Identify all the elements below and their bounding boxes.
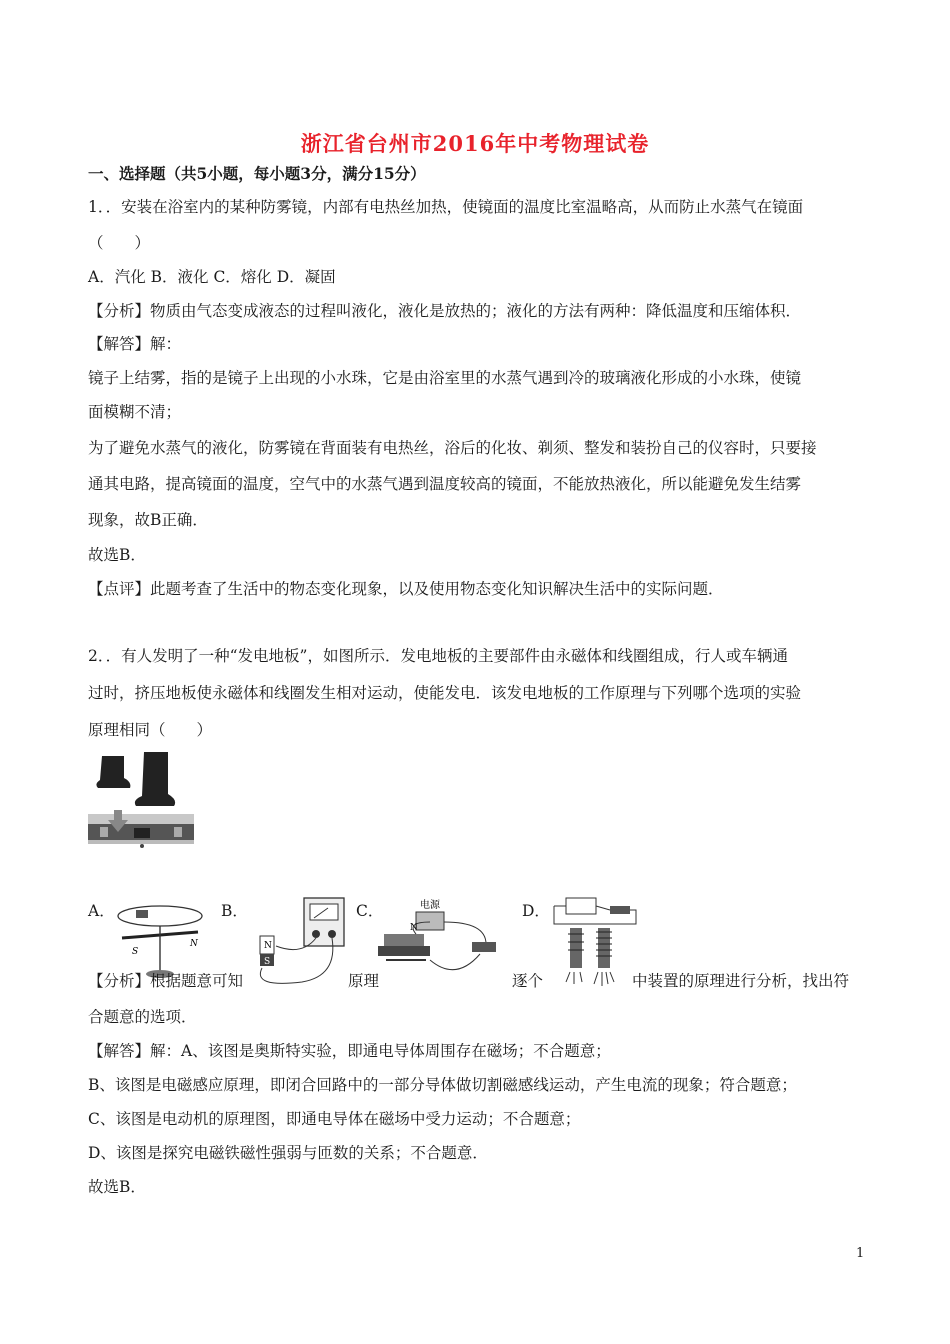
q2-option-d-label: D． (522, 902, 550, 920)
q2-analysis-line2: 合题意的选项． (88, 1008, 197, 1026)
figure-c-motor (376, 894, 502, 984)
page-title: 浙江省台州市2016年中考物理试卷 (300, 131, 650, 156)
right-shoe-shape (135, 752, 175, 806)
q1-answer-line2: 面模糊不清； (88, 403, 182, 421)
q2-stem-line1: 2．．有人发明了一种“发电地板”，如图所示．发电地板的主要部件由永磁体和线圈组成，行人或车辆通 (88, 647, 788, 665)
q1-answer-line4: 通其电路，提高镜面的温度，空气中的水蒸气遇到温度较高的镜面，不能放热液化，所以能避免发生结雾 (88, 475, 802, 493)
q1-answer-line5: 现象，故B正确． (88, 511, 208, 529)
q1-answer-line3: 为了避免水蒸气的液化，防雾镜在背面装有电热丝，浴后的化妆、剃须、整发和装扮自己的仪容时，只要接 (88, 439, 817, 457)
q2-analysis-part4: 中装置的原理进行分析，找出符 (632, 972, 850, 990)
q2-answer-a: 【解答】解：A、该图是奥斯特实验，即通电导体周围存在磁场；不合题意； (88, 1042, 611, 1060)
q1-analysis: 【分析】物质由气态变成液态的过程叫液化，液化是放热的；液化的方法有两种：降低温度和压缩体积． (88, 302, 802, 320)
figure-b-n-label: N (264, 941, 272, 951)
q2-choose: 故选B． (88, 1178, 146, 1196)
q2-analysis-part1: 【分析】根据题意可知 (88, 972, 244, 990)
q2-option-b-label: B． (221, 902, 248, 920)
q2-answer-c: C、该图是电动机的原理图，即通电导体在磁场中受力运动；不合题意； (88, 1110, 581, 1128)
page-number: 1 (856, 1246, 865, 1261)
q1-stem-line1: 1．．安装在浴室内的某种防雾镜，内部有电热丝加热，使镜面的温度比室温略高，从而防止水蒸气在镜面 (88, 198, 804, 216)
figure-a-n-label: N (190, 939, 198, 949)
figure-b-induction (242, 896, 346, 988)
q2-stem-line3: 原理相同（ ） (88, 721, 213, 739)
figure-d-electromagnet (546, 894, 638, 988)
section-heading: 一、选择题（共5小题，每小题3分，满分15分） (88, 164, 426, 183)
q1-answer-line1: 镜子上结雾，指的是镜子上出现的小水珠，它是由浴室里的水蒸气遇到冷的玻璃液化形成的小水珠，使镜 (88, 369, 802, 387)
power-floor-figure (88, 752, 194, 848)
figure-c-power-label: 电源 (420, 900, 440, 911)
q2-answer-d: D、该图是探究电磁铁磁性强弱与匝数的关系；不合题意． (88, 1144, 488, 1162)
figure-c-n-label: N (410, 923, 418, 933)
q2-answer-b: B、该图是电磁感应原理，即闭合回路中的一部分导体做切割磁感线运动，产生电流的现象；符合题意； (88, 1076, 797, 1094)
q1-stem-line2: （ ） (88, 234, 151, 252)
figure-a-s-label: S (132, 947, 139, 957)
q2-analysis-part2: 原理 (348, 972, 380, 990)
q2-option-a-label: A． (88, 902, 115, 920)
q2-analysis-part3: 逐个 (512, 972, 544, 990)
figure-a-oersted (108, 896, 212, 982)
q1-answer-head: 【解答】解： (88, 335, 182, 353)
figure-b-s-label: S (264, 957, 271, 967)
q1-comment: 【点评】此题考查了生活中的物态变化现象，以及使用物态变化知识解决生活中的实际问题． (88, 580, 724, 598)
q2-stem-line2: 过时，挤压地板使永磁体和线圈发生相对运动，使能发电．该发电地板的工作原理与下列哪个选项的实验 (88, 684, 802, 702)
left-shoe-shape (96, 756, 130, 788)
q1-options: A．汽化 B．液化 C．熔化 D．凝固 (88, 268, 336, 286)
q2-option-c-label: C． (356, 902, 384, 920)
q1-choose: 故选B． (88, 546, 146, 564)
